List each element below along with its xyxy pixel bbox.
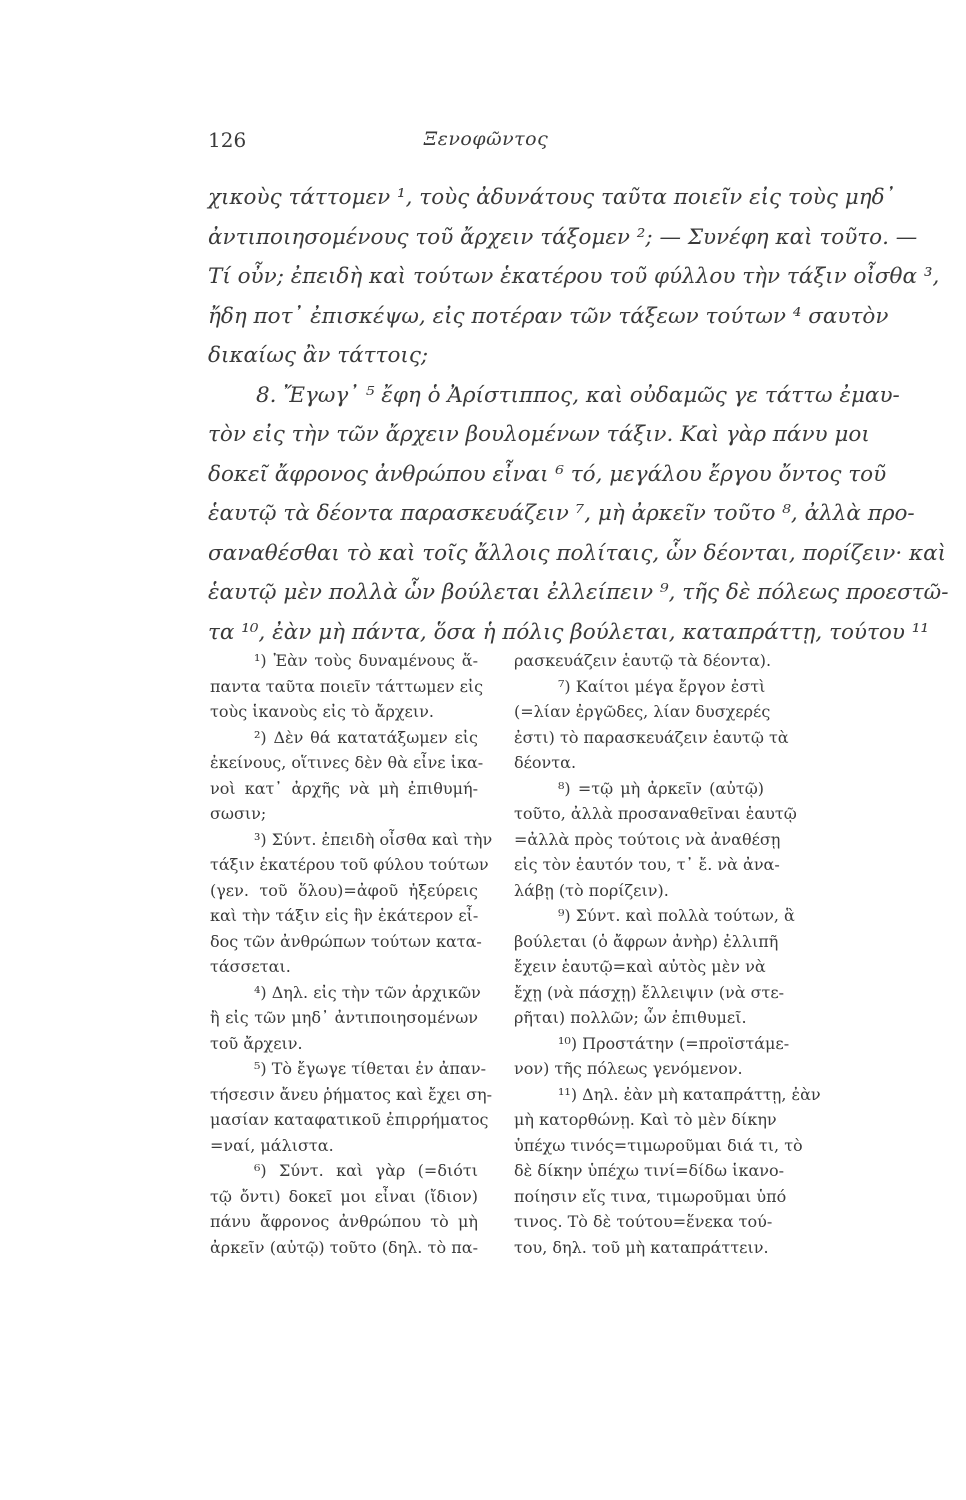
- footnote-line: ⁸) =τῷ μὴ ἀρκεῖν (αὐτῷ): [558, 778, 764, 798]
- text-line: χικοὺς τάττομεν ¹, τοὺς ἀδυνάτους ταῦτα ποιεῖν εἰς τοὺς μηδ᾽: [208, 185, 896, 210]
- footnote-line: ⁷) Καίτοι μέγα ἔργον ἐστὶ: [558, 676, 766, 696]
- footnote-line: του, δηλ. τοῦ μὴ καταπράττειν.: [514, 1237, 769, 1257]
- footnote-line: ¹) Ἐὰν τοὺς δυναμένους ἅ-: [254, 651, 478, 670]
- footnote-line: ἐστι) τὸ παρασκευάζειν ἑαυτῷ τὰ: [514, 727, 789, 747]
- footnote-line: ὑπέχω τινός=τιμωροῦμαι διά τι, τὸ: [514, 1135, 803, 1155]
- footnote-line: παντα ταῦτα ποιεῖν τάττωμεν εἰς: [210, 676, 484, 696]
- footnote-line: ρασκευάζειν ἑαυτῷ τὰ δέοντα).: [514, 651, 772, 670]
- footnote-line: σωσιν;: [210, 804, 267, 823]
- footnote-line: ¹¹) Δηλ. ἐὰν μὴ καταπράττῃ, ἐὰν: [558, 1084, 821, 1104]
- footnote-line: ἐκείνους, οἵτινες δὲν θὰ εἶνε ἱκα-: [210, 753, 484, 772]
- footnote-line: μὴ κατορθώνῃ. Καὶ τὸ μὲν δίκην: [514, 1110, 777, 1129]
- text-line: τὸν εἰς τὴν τῶν ἄρχειν βουλομένων τάξιν. Καὶ γὰρ πάνυ μοι: [208, 422, 870, 447]
- footnote-line: ⁶) Σύντ. καὶ γὰρ (=διότι: [254, 1161, 478, 1180]
- footnotes-right-column: [514, 648, 821, 1260]
- footnote-line: τοὺς ἱκανοὺς εἰς τὸ ἄρχειν.: [210, 702, 434, 721]
- footnote-line: δὲ δίκην ὑπέχω τινί=δίδω ἱκανο-: [514, 1161, 785, 1180]
- footnotes-left-column: [210, 648, 493, 1260]
- footnote-line: ⁵) Τὸ ἔγωγε τίθεται ἐν ἀπαν-: [254, 1059, 486, 1078]
- footnote-line: ⁴) Δηλ. εἰς τὴν τῶν ἀρχικῶν: [254, 982, 481, 1002]
- footnote-line: τοῦτο, ἀλλὰ προσαναθεῖναι ἑαυτῷ: [514, 804, 797, 823]
- text-line: ἤδη ποτ᾽ ἐπισκέψω, εἰς ποτέραν τῶν τάξεων τούτων ⁴ σαυτὸν: [208, 303, 889, 329]
- footnote-line: εἰς τὸν ἑαυτόν του, τ᾽ ἔ. νὰ ἀνα-: [514, 855, 780, 874]
- footnote-line: ⁹) Σύντ. καὶ πολλὰ τούτων, ἃ: [558, 906, 795, 925]
- footnote-line: =ναί, μάλιστα.: [210, 1135, 334, 1155]
- footnote-line: μασίαν καταφατικοῦ ἐπιρρήματος: [210, 1110, 489, 1129]
- footnote-line: τάξιν ἑκατέρου τοῦ φύλου τούτων: [210, 855, 489, 874]
- footnote-line: ποίησιν εἴς τινα, τιμωροῦμαι ὑπό: [514, 1186, 787, 1206]
- text-line: Τί οὖν; ἐπειδὴ καὶ τούτων ἑκατέρου τοῦ φύλλου τὴν τάξιν οἶσθα ³,: [208, 264, 940, 289]
- text-line: ἑαυτῷ μὲν πολλὰ ὧν βούλεται ἐλλείπειν ⁹, τῆς δὲ πόλεως προεστῶ-: [208, 580, 949, 605]
- footnote-line: νοὶ κατ᾽ ἀρχῆς νὰ μὴ ἐπιθυμή-: [210, 778, 478, 798]
- footnote-line: ἔχειν ἑαυτῷ=καὶ αὐτὸς μὲν νὰ: [514, 957, 766, 976]
- text-line: 8. Ἔγωγ᾽ ⁵ ἔφη ὁ Ἀρίστιππος, καὶ οὐδαμῶς γε τάττω ἐμαυ-: [256, 382, 900, 408]
- footnote-line: (γεν. τοῦ ὅλου)=ἀφοῦ ἠξεύρεις: [210, 880, 478, 900]
- footnote-line: ἢ εἰς τῶν μηδ᾽ ἀντιποιησομένων: [210, 1008, 478, 1027]
- footnote-line: ἔχῃ (νὰ πάσχῃ) ἔλλειψιν (νὰ στε-: [514, 982, 785, 1002]
- footnote-line: λάβῃ (τὸ πορίζειν).: [514, 880, 669, 900]
- footnote-line: τήσεσιν ἄνευ ῥήματος καὶ ἔχει ση-: [210, 1084, 493, 1104]
- text-line: ἑαυτῷ τὰ δέοντα παρασκευάζειν ⁷, μὴ ἀρκεῖν τοῦτο ⁸, ἀλλὰ προ-: [208, 501, 915, 526]
- footnote-line: δέοντα.: [514, 753, 577, 772]
- footnote-line: ²) Δὲν θά κατατάξωμεν εἰς: [254, 727, 478, 747]
- footnote-line: νον) τῆς πόλεως γενόμενον.: [514, 1059, 743, 1078]
- text-line: ἀντιποιησομένους τοῦ ἄρχειν τάξομεν ²; — Συνέφη καὶ τοῦτο. —: [208, 224, 918, 250]
- main-text: [208, 178, 949, 652]
- footnote-line: =ἀλλὰ πρὸς τούτοις νὰ ἀναθέσῃ: [514, 829, 781, 849]
- footnote-line: τῷ ὄντι) δοκεῖ μοι εἶναι (ἴδιον): [210, 1186, 478, 1206]
- running-title: Ξενοφῶντος: [423, 128, 549, 150]
- footnote-line: ρῆται) πολλῶν; ὧν ἐπιθυμεῖ.: [514, 1008, 747, 1027]
- page-number: 126: [208, 128, 247, 152]
- footnote-line: τινος. Τὸ δὲ τούτου=ἕνεκα τού-: [514, 1212, 773, 1231]
- footnote-line: ἀρκεῖν (αὐτῷ) τοῦτο (δηλ. τὸ πα-: [210, 1237, 478, 1257]
- footnote-line: ¹⁰) Προστάτην (=προϊστάμε-: [558, 1033, 790, 1053]
- footnote-line: τοῦ ἄρχειν.: [210, 1033, 303, 1053]
- footnote-line: πάνυ ἄφρονος ἀνθρώπου τὸ μὴ: [210, 1212, 478, 1231]
- page-header: [208, 128, 764, 158]
- text-line: σαναθέσθαι τὸ καὶ τοῖς ἄλλοις πολίταις, ὧν δέονται, πορίζειν· καὶ: [208, 540, 947, 566]
- footnote-line: τάσσεται.: [210, 957, 291, 976]
- footnote-line: (=λίαν ἐργῶδες, λίαν δυσχερές: [514, 702, 771, 721]
- footnote-line: βούλεται (ὁ ἄφρων ἀνὴρ) ἐλλιπῆ: [514, 931, 779, 951]
- text-line: δικαίως ἂν τάττοις;: [208, 343, 429, 368]
- text-line: τα ¹⁰, ἐὰν μὴ πάντα, ὅσα ἡ πόλις βούλεται, καταπράττῃ, τούτου ¹¹: [208, 619, 929, 645]
- footnote-line: καὶ τὴν τάξιν εἰς ἣν ἑκάτερον εἶ-: [210, 906, 479, 925]
- text-line: δοκεῖ ἄφρονος ἀνθρώπου εἶναι ⁶ τό, μεγάλου ἔργου ὄντος τοῦ: [208, 461, 887, 487]
- footnote-line: δος τῶν ἀνθρώπων τούτων κατα-: [210, 931, 482, 951]
- footnote-line: ³) Σύντ. ἐπειδὴ οἶσθα καὶ τὴν: [254, 829, 493, 849]
